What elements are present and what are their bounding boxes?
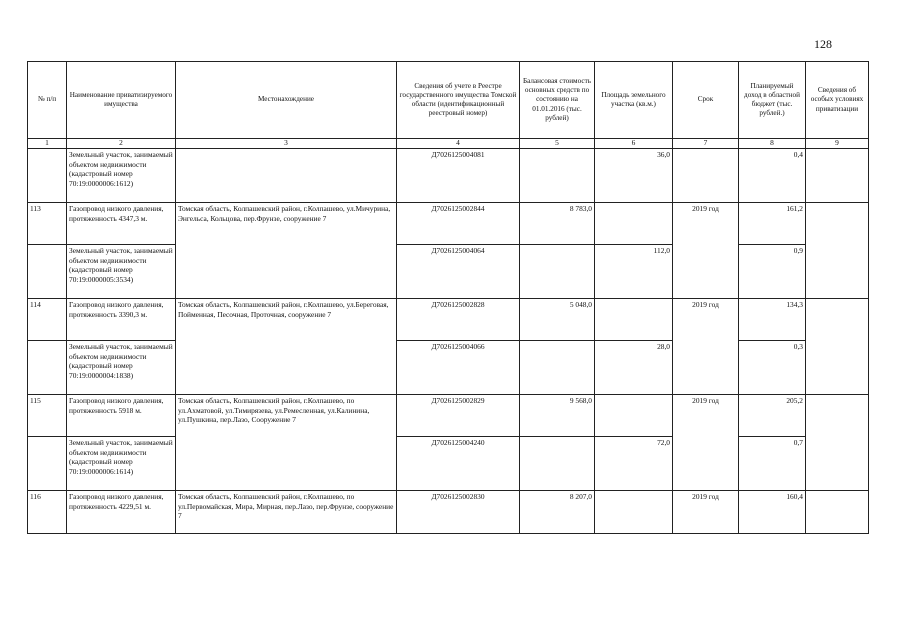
header-cell: Местонахождение	[176, 62, 397, 139]
planned-income: 205,2	[739, 395, 806, 437]
row-number: 114	[28, 299, 67, 341]
item-location: Томская область, Колпашевский район, г.Колпашево, ул.Мичурина, Энгельса, Кольцова, пер.Фрунзе, сооружение 7	[176, 203, 397, 299]
land-area	[595, 299, 673, 341]
table-row	[28, 341, 869, 395]
column-number: 9	[806, 139, 869, 149]
column-number: 6	[595, 139, 673, 149]
header-cell: Наименование приватизируемого имущества	[67, 62, 176, 139]
registry-number: Д7026125002830	[397, 491, 520, 534]
term: 2019 год	[673, 491, 739, 534]
table-row	[28, 299, 869, 341]
table-row	[28, 203, 869, 245]
balance-value: 9 568,0	[520, 395, 595, 437]
header-cell: Площадь земельного участка (кв.м.)	[595, 62, 673, 139]
planned-income: 0,4	[739, 149, 806, 203]
item-name: Газопровод низкого давления, протяженность 4347,3 м.	[67, 203, 176, 245]
item-name: Земельный участок, занимаемый объектом недвижимости (кадастровый номер 70:19:0000005:3534)	[67, 245, 176, 299]
column-number: 3	[176, 139, 397, 149]
item-name: Земельный участок, занимаемый объектом недвижимости (кадастровый номер 70:19:0000006:1614)	[67, 437, 176, 491]
special-conditions	[806, 149, 869, 203]
header-cell: № п/п	[28, 62, 67, 139]
balance-value	[520, 245, 595, 299]
page-number: 128	[814, 37, 832, 51]
balance-value: 8 783,0	[520, 203, 595, 245]
land-area: 72,0	[595, 437, 673, 491]
row-number: 116	[28, 491, 67, 534]
header-cell: Балансовая стоимость основных средств по состоянию на 01.01.2016 (тыс. рублей)	[520, 62, 595, 139]
table-row	[28, 245, 869, 299]
term: 2019 год	[673, 299, 739, 395]
land-area: 112,0	[595, 245, 673, 299]
special-conditions	[806, 299, 869, 395]
row-number	[28, 341, 67, 395]
item-location	[176, 149, 397, 203]
balance-value: 5 048,0	[520, 299, 595, 341]
land-area	[595, 395, 673, 437]
planned-income: 161,2	[739, 203, 806, 245]
item-name: Земельный участок, занимаемый объектом недвижимости (кадастровый номер 70:19:0000006:1612)	[67, 149, 176, 203]
item-name: Газопровод низкого давления, протяженность 5918 м.	[67, 395, 176, 437]
planned-income: 0,3	[739, 341, 806, 395]
row-number	[28, 245, 67, 299]
column-number-row	[28, 139, 869, 149]
term: 2019 год	[673, 203, 739, 299]
balance-value: 8 207,0	[520, 491, 595, 534]
header-cell: Сведения об учете в Реестре государственного имущества Томской области (идентификационный реестровый номер)	[397, 62, 520, 139]
column-number: 7	[673, 139, 739, 149]
row-number	[28, 149, 67, 203]
term: 2019 год	[673, 395, 739, 491]
column-number: 1	[28, 139, 67, 149]
header-cell: Срок	[673, 62, 739, 139]
table-row	[28, 149, 869, 203]
table-row	[28, 395, 869, 437]
land-area	[595, 491, 673, 534]
balance-value	[520, 437, 595, 491]
planned-income: 0,7	[739, 437, 806, 491]
item-name: Газопровод низкого давления, протяженность 4229,51 м.	[67, 491, 176, 534]
registry-number: Д7026125002828	[397, 299, 520, 341]
header-cell: Сведения об особых условиях приватизации	[806, 62, 869, 139]
header-row	[28, 62, 869, 139]
item-location: Томская область, Колпашевский район, г.Колпашево, ул.Береговая, Пойменная, Песочная, Проточная, сооружение 7	[176, 299, 397, 395]
row-number: 115	[28, 395, 67, 437]
registry-number: Д7026125002829	[397, 395, 520, 437]
balance-value	[520, 149, 595, 203]
land-area: 36,0	[595, 149, 673, 203]
planned-income: 134,3	[739, 299, 806, 341]
table-row	[28, 491, 869, 534]
registry-number: Д7026125004240	[397, 437, 520, 491]
item-name: Газопровод низкого давления, протяженность 3390,3 м.	[67, 299, 176, 341]
header-cell: Планируемый доход в областной бюджет (тыс. рублей.)	[739, 62, 806, 139]
land-area: 28,0	[595, 341, 673, 395]
table-row	[28, 437, 869, 491]
column-number: 4	[397, 139, 520, 149]
item-location: Томская область, Колпашевский район, г.Колпашево, по ул.Первомайская, Мира, Мирная, пер.Лазо, пер.Фрунзе, сооружение 7	[176, 491, 397, 534]
registry-number: Д7026125004066	[397, 341, 520, 395]
column-number: 5	[520, 139, 595, 149]
land-area	[595, 203, 673, 245]
registry-number: Д7026125004064	[397, 245, 520, 299]
privatization-table	[27, 61, 869, 534]
row-number	[28, 437, 67, 491]
balance-value	[520, 341, 595, 395]
column-number: 8	[739, 139, 806, 149]
special-conditions	[806, 491, 869, 534]
row-number: 113	[28, 203, 67, 245]
item-name: Земельный участок, занимаемый объектом недвижимости (кадастровый номер 70:19:0000004:1838)	[67, 341, 176, 395]
special-conditions	[806, 203, 869, 299]
registry-number: Д7026125002844	[397, 203, 520, 245]
planned-income: 0,9	[739, 245, 806, 299]
item-location: Томская область, Колпашевский район, г.Колпашево, по ул.Ахматовой, ул.Тимирязева, ул.Ремесленная, ул.Калинина, ул.Пушкина, пер.Лазо, Сооружение 7	[176, 395, 397, 491]
term	[673, 149, 739, 203]
special-conditions	[806, 395, 869, 491]
planned-income: 160,4	[739, 491, 806, 534]
registry-number: Д7026125004081	[397, 149, 520, 203]
column-number: 2	[67, 139, 176, 149]
